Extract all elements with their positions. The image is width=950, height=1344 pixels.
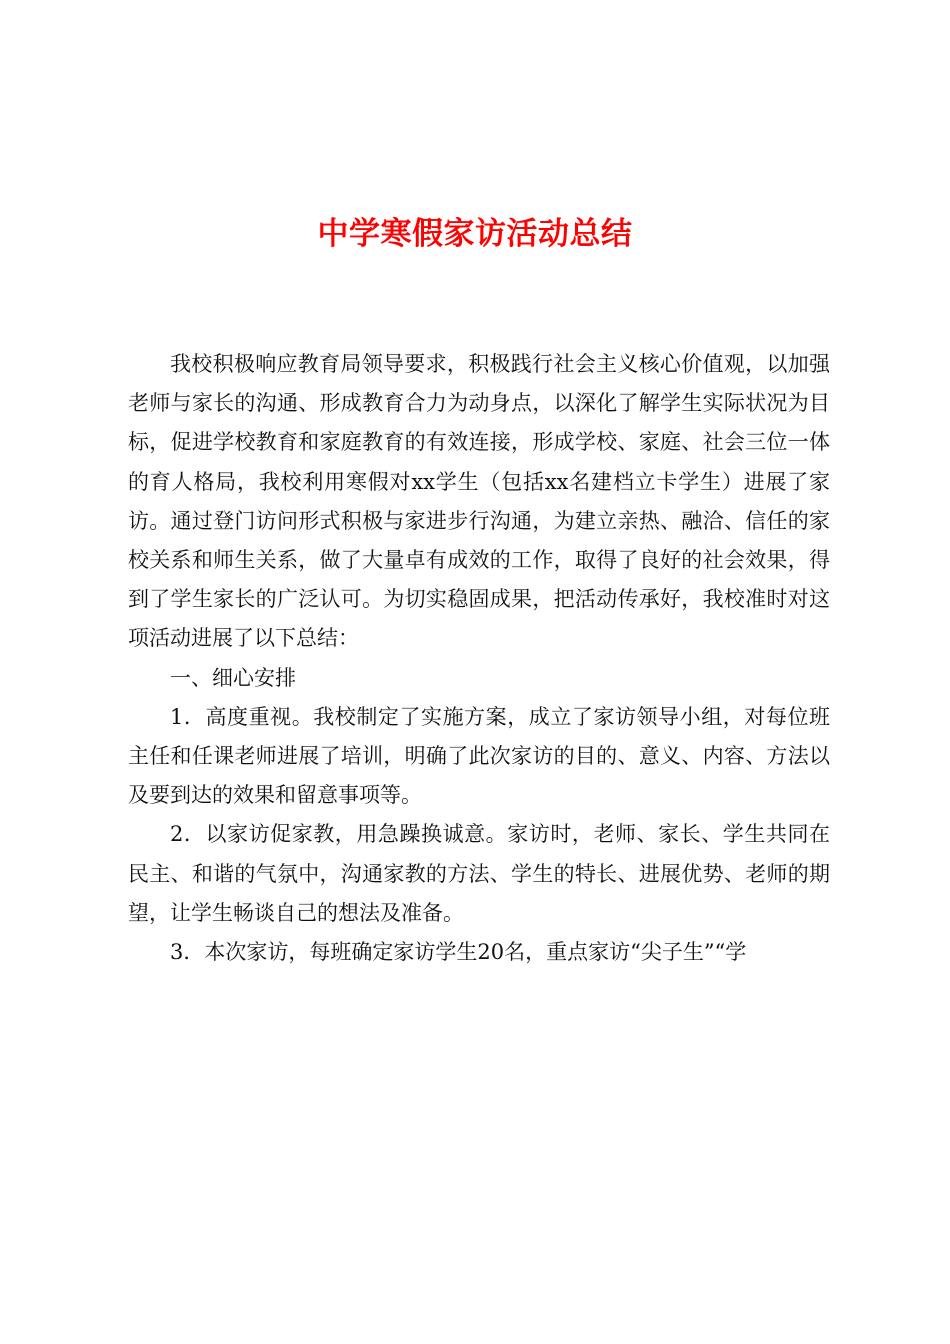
document-title: 中学寒假家访活动总结 — [317, 216, 633, 252]
paragraph-intro: 我校积极响应教育局领导要求，积极践行社会主义核心价值观，以加强老师与家长的沟通、形成教育合力为动身点，以深化了解学生实际状况为目标，促进学校教育和家庭教育的有效连接，形成学校、家庭、社会三位一体的育人格局，我校利用寒假对xx学生（包括xx名建档立卡学生）进展了家访。通过登门访问形式积极与家进步行沟通，为建立亲热、融洽、信任的家校关系和师生关系，做了大量卓有成效的工作，取得了良好的社会效果，得到了学生家长的广泛认可。为切实稳固成果，把活动传承好，我校准时对这项活动进展了以下总结： — [128, 352, 830, 651]
paragraph-item-3: 3．本次家访，每班确定家访学生20名，重点家访“尖子生”“学 — [170, 940, 747, 965]
paragraph-item-1: 1．高度重视。我校制定了实施方案，成立了家访领导小组，对每位班主任和任课老师进展了培训，明确了此次家访的目的、意义、内容、方法以及要到达的效果和留意事项等。 — [128, 704, 830, 808]
section-heading-careful-arrangement: 一、细心安排 — [170, 665, 296, 690]
paragraph-item-2: 2．以家访促家教，用急躁换诚意。家访时，老师、家长、学生共同在民主、和谐的气氛中，沟通家教的方法、学生的特长、进展优势、老师的期望，让学生畅谈自己的想法及准备。 — [128, 822, 830, 925]
document-body — [128, 345, 830, 972]
